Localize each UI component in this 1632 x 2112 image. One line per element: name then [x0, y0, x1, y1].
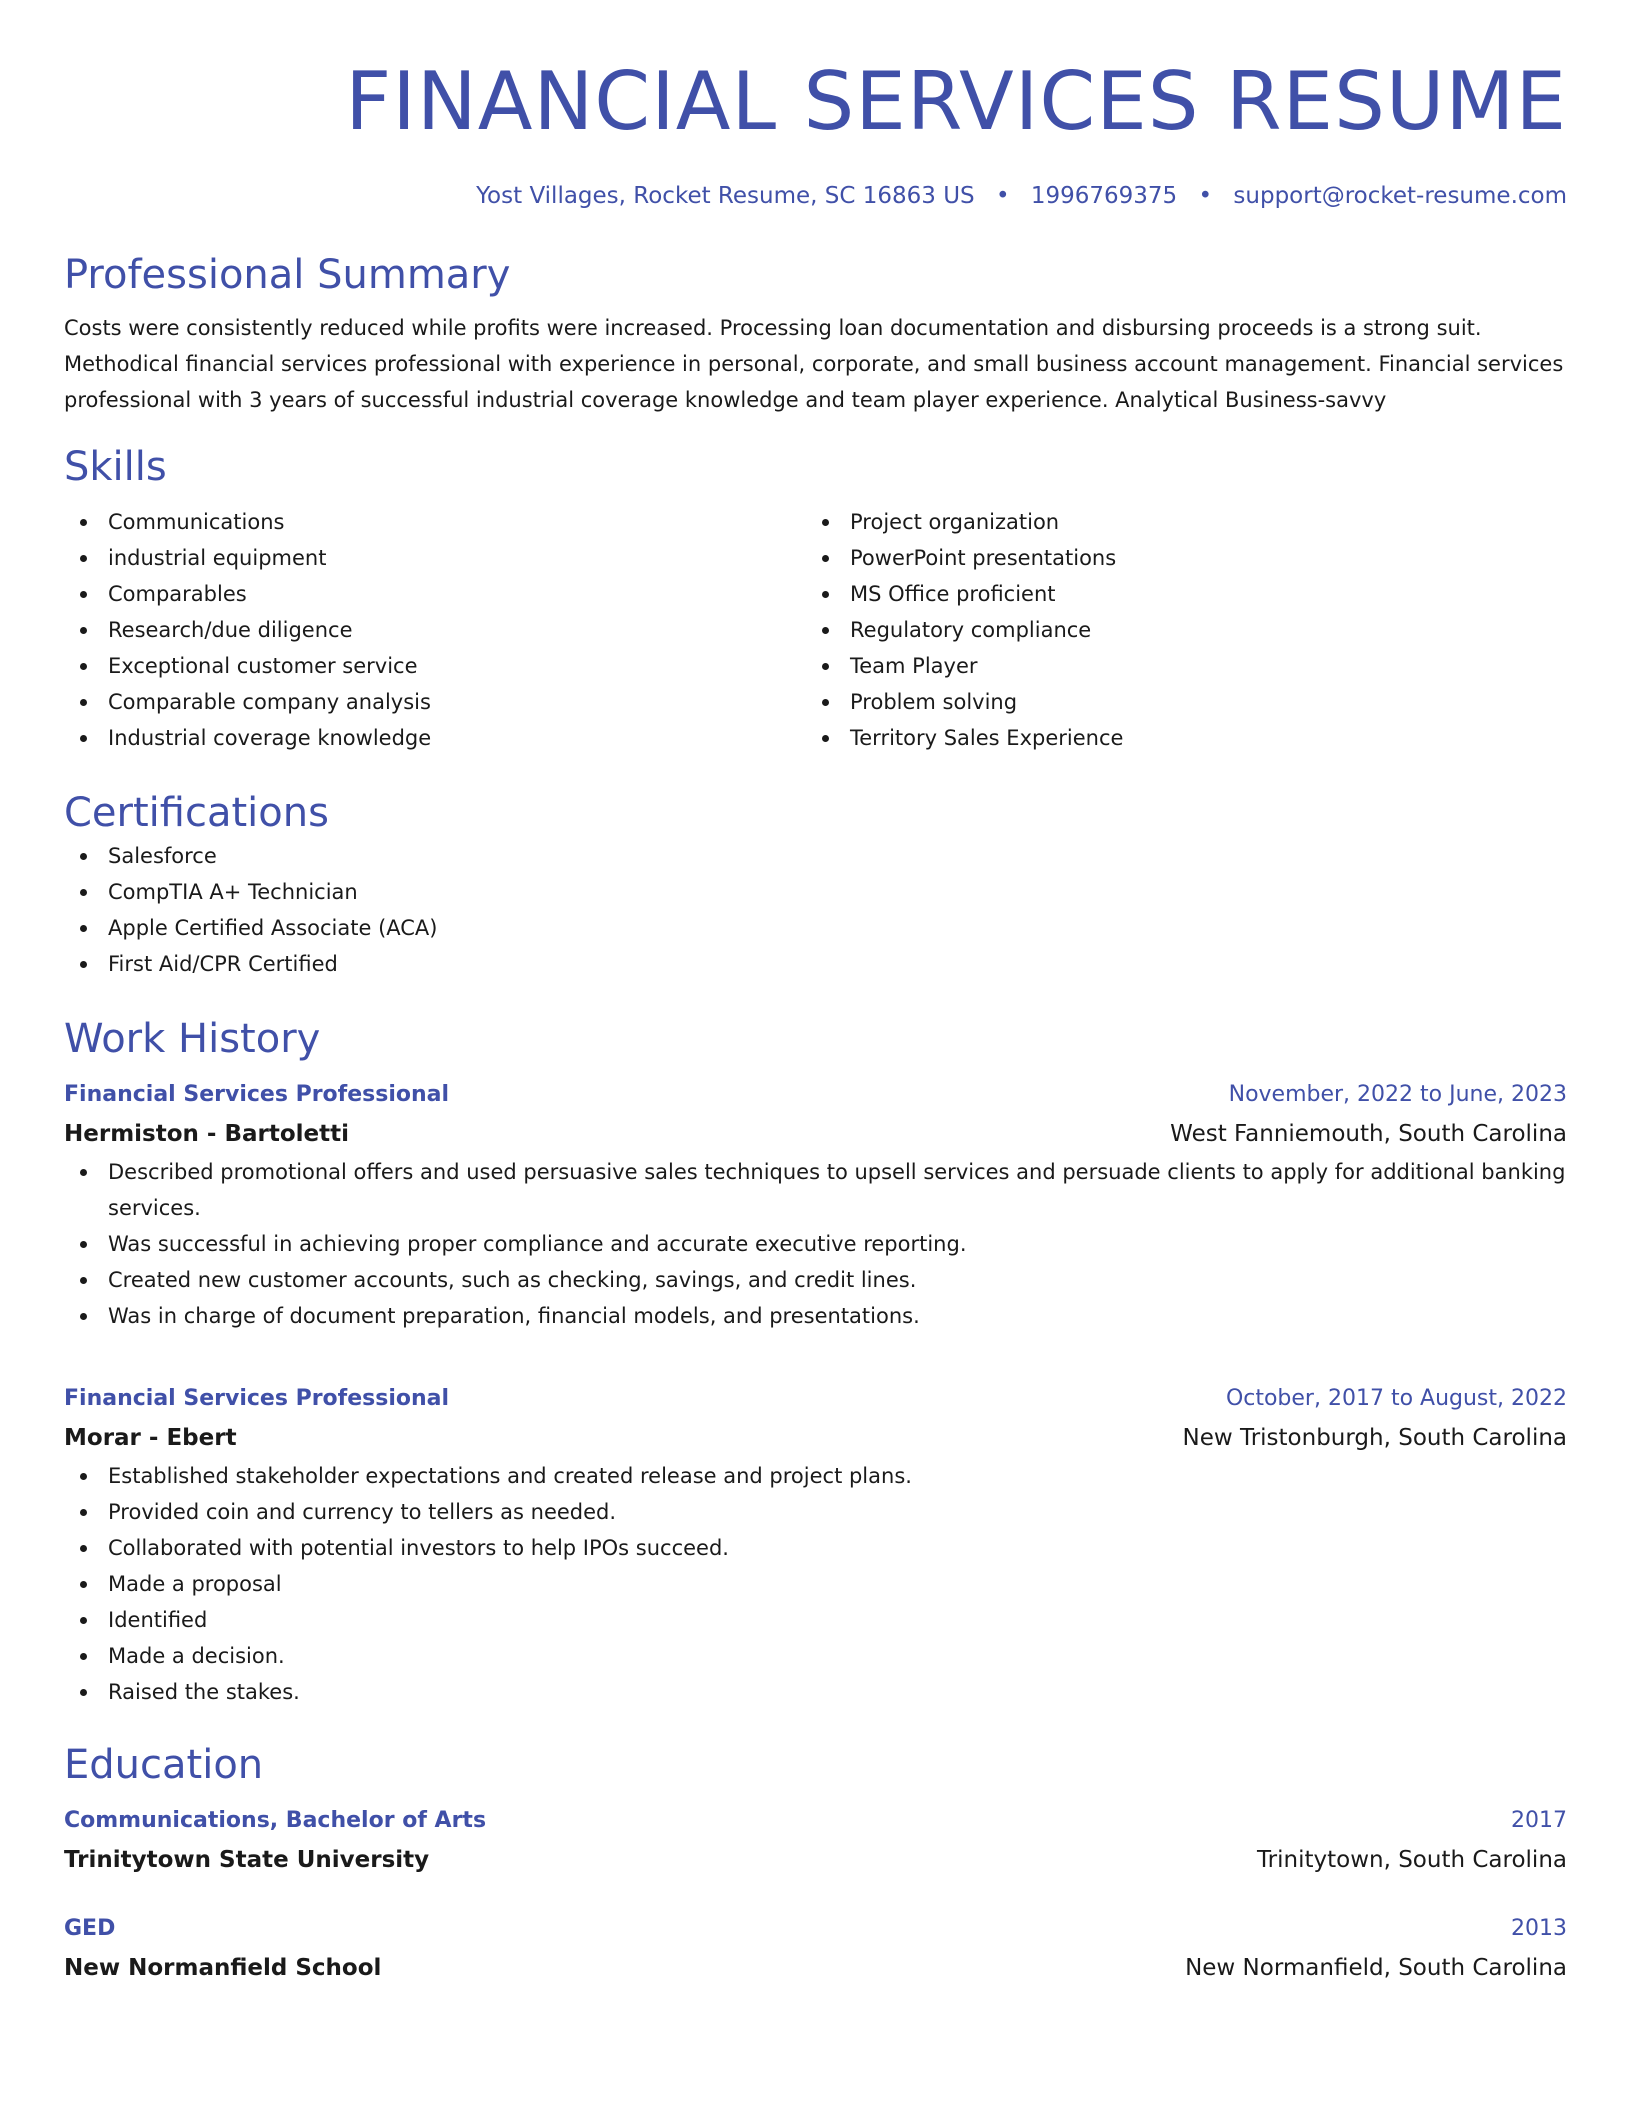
skill-item: MS Office proficient: [806, 576, 1548, 612]
job-bullets: [64, 1458, 1567, 1710]
certification-item: CompTIA A+ Technician: [64, 874, 1567, 910]
education-school-row: [64, 1840, 1567, 1880]
job-title: Financial Services Professional: [64, 1386, 450, 1411]
skills-list-left: [64, 504, 806, 756]
contact-line: [64, 180, 1567, 212]
education-year: 2017: [1511, 1808, 1567, 1833]
contact-separator: •: [995, 183, 1010, 209]
certifications-heading: Certifications: [64, 790, 329, 836]
contact-phone: 1996769375: [1030, 183, 1178, 209]
resume-title: FINANCIAL SERVICES RESUME: [345, 55, 1567, 148]
job-bullet: Collaborated with potential investors to help IPOs succeed.: [64, 1530, 1567, 1566]
job-company: Morar - Ebert: [64, 1425, 237, 1451]
contact-address: Yost Villages, Rocket Resume, SC 16863 US: [476, 183, 975, 209]
certifications-list: [64, 838, 1567, 982]
work-history-heading: Work History: [64, 1016, 321, 1062]
education-school-row: [64, 1948, 1567, 1988]
skills-list-right: [806, 504, 1548, 756]
education-location: Trinitytown, South Carolina: [1257, 1847, 1567, 1873]
skill-item: Territory Sales Experience: [806, 720, 1548, 756]
certification-item: Salesforce: [64, 838, 1567, 874]
skill-item: Regulatory compliance: [806, 612, 1548, 648]
skill-item: Industrial coverage knowledge: [64, 720, 806, 756]
education-location: New Normanfield, South Carolina: [1185, 1955, 1567, 1981]
job-entry: [64, 1380, 1567, 1710]
skill-item: Communications: [64, 504, 806, 540]
education-degree: GED: [64, 1916, 116, 1941]
contact-separator: •: [1198, 183, 1213, 209]
skill-item: Team Player: [806, 648, 1548, 684]
job-bullet: Made a decision.: [64, 1638, 1567, 1674]
job-header-row: [64, 1380, 1567, 1418]
summary-heading: Professional Summary: [64, 252, 511, 298]
job-dates: November, 2022 to June, 2023: [1228, 1082, 1567, 1107]
resume-page: [64, 0, 1567, 1988]
job-bullets: [64, 1154, 1567, 1334]
job-location: West Fanniemouth, South Carolina: [1170, 1121, 1567, 1147]
skill-item: Problem solving: [806, 684, 1548, 720]
education-header-row: [64, 1910, 1567, 1948]
skill-item: Research/due diligence: [64, 612, 806, 648]
job-bullet: Was in charge of document preparation, financial models, and presentations.: [64, 1298, 1567, 1334]
job-bullet: Made a proposal: [64, 1566, 1567, 1602]
job-bullet: Created new customer accounts, such as checking, savings, and credit lines.: [64, 1262, 1567, 1298]
job-company: Hermiston - Bartoletti: [64, 1121, 350, 1147]
certification-item: First Aid/CPR Certified: [64, 946, 1567, 982]
skill-item: PowerPoint presentations: [806, 540, 1548, 576]
summary-text: Costs were consistently reduced while profits were increased. Processing loan documentation and disbursing proceeds is a strong suit. Methodical financial services professional with experience in personal, corporate, and small business account management. Financial services professional with 3 years of successful industrial coverage knowledge and team player experience. Analytical Business-savvy: [64, 316, 1564, 412]
skill-item: Comparable company analysis: [64, 684, 806, 720]
job-bullet: Described promotional offers and used persuasive sales techniques to upsell services and persuade clients to apply for additional banking services.: [64, 1154, 1567, 1226]
skill-item: industrial equipment: [64, 540, 806, 576]
job-title: Financial Services Professional: [64, 1082, 450, 1107]
education-school: New Normanfield School: [64, 1955, 382, 1981]
job-entry: [64, 1076, 1567, 1334]
education-entry: [64, 1910, 1567, 1988]
job-bullet: Was successful in achieving proper compliance and accurate executive reporting.: [64, 1226, 1567, 1262]
education-year: 2013: [1511, 1916, 1567, 1941]
education-heading: Education: [64, 1742, 264, 1788]
certification-item: Apple Certified Associate (ACA): [64, 910, 1567, 946]
job-company-row: [64, 1418, 1567, 1458]
job-header-row: [64, 1076, 1567, 1114]
education-entry: [64, 1802, 1567, 1880]
skill-item: Project organization: [806, 504, 1548, 540]
education-degree: Communications, Bachelor of Arts: [64, 1808, 487, 1833]
job-bullet: Established stakeholder expectations and created release and project plans.: [64, 1458, 1567, 1494]
job-bullet: Identified: [64, 1602, 1567, 1638]
skill-item: Exceptional customer service: [64, 648, 806, 684]
education-header-row: [64, 1802, 1567, 1840]
resume-header: [64, 0, 1567, 212]
job-dates: October, 2017 to August, 2022: [1225, 1386, 1567, 1411]
contact-email: support@rocket-resume.com: [1233, 183, 1567, 209]
job-company-row: [64, 1114, 1567, 1154]
job-location: New Tristonburgh, South Carolina: [1182, 1425, 1567, 1451]
skills-grid: [64, 504, 1567, 756]
job-bullet: Raised the stakes.: [64, 1674, 1567, 1710]
skills-heading: Skills: [64, 444, 167, 490]
job-bullet: Provided coin and currency to tellers as needed.: [64, 1494, 1567, 1530]
skill-item: Comparables: [64, 576, 806, 612]
education-school: Trinitytown State University: [64, 1847, 430, 1873]
